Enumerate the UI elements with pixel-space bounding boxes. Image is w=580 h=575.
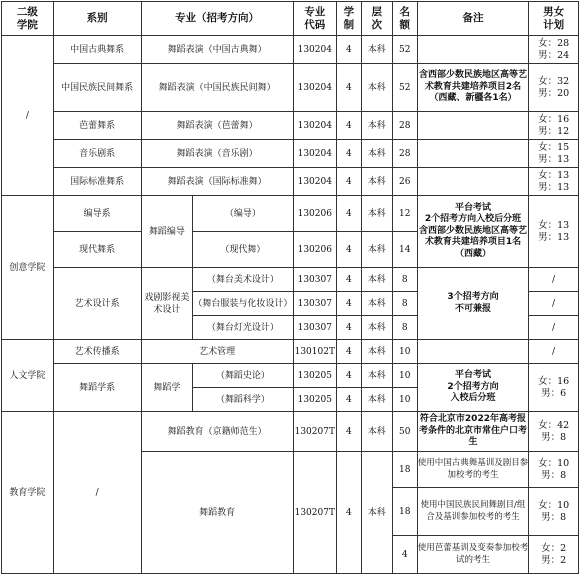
level-cell: 本科	[361, 196, 392, 232]
quota-cell: 52	[392, 36, 417, 64]
plan-female: 女：13	[538, 169, 570, 181]
plan-female: 女：32	[538, 75, 570, 87]
plan-male: 男：8	[541, 469, 567, 481]
department-cell: 芭蕾舞系	[53, 112, 141, 140]
plan-cell	[529, 488, 579, 536]
plan-male: 男：20	[538, 87, 570, 99]
level-cell: 本科	[361, 268, 392, 292]
department-cell: 舞蹈学系	[53, 364, 141, 412]
table-row	[2, 140, 579, 168]
department-cell: 编导系	[53, 196, 141, 232]
level-cell: 本科	[361, 452, 392, 574]
direction-cell: （舞蹈科学）	[193, 388, 293, 412]
quota-cell: 28	[392, 140, 417, 168]
duration-cell: 4	[336, 292, 361, 316]
duration-cell: 4	[336, 232, 361, 268]
code-cell: 130307	[293, 268, 336, 292]
code-cell: 130204	[293, 64, 336, 112]
direction-cell: （编导）	[193, 196, 293, 232]
note-cell: 平台考试 2个招考方向 入校后分班	[417, 364, 529, 412]
plan-female: 女：28	[538, 37, 570, 49]
plan-male: 男：8	[541, 511, 567, 523]
note-cell	[417, 140, 529, 168]
enrollment-plan-table	[1, 1, 579, 574]
code-cell: 130204	[293, 168, 336, 196]
direction-cell: （舞台灯光设计）	[193, 316, 293, 340]
major-cell: 舞蹈表演（芭蕾舞）	[141, 112, 293, 140]
duration-cell: 4	[336, 340, 361, 364]
plan-cell: /	[529, 340, 579, 364]
direction-cell: （舞台服装与化妆设计）	[193, 292, 293, 316]
enrollment-table-container	[1, 1, 579, 573]
quota-cell: 18	[392, 452, 417, 488]
level-cell: 本科	[361, 364, 392, 388]
plan-cell	[529, 112, 579, 140]
code-cell: 130102T	[293, 340, 336, 364]
plan-female: 女：10	[538, 457, 570, 469]
plan-male: 男：13	[538, 231, 570, 243]
table-row	[2, 196, 579, 232]
quota-cell: 26	[392, 168, 417, 196]
major-cell: 戏剧影视美术设计	[141, 268, 193, 340]
note-cell: 3个招考方向 不可兼报	[417, 268, 529, 340]
plan-cell	[529, 452, 579, 488]
duration-cell: 4	[336, 112, 361, 140]
plan-female: 女：16	[538, 113, 570, 125]
direction-cell: （现代舞）	[193, 232, 293, 268]
quota-cell: 12	[392, 196, 417, 232]
department-cell: 中国古典舞系	[53, 36, 141, 64]
code-cell: 130307	[293, 316, 336, 340]
col-header-college: 二级 学院	[2, 2, 54, 36]
col-header-duration: 学 制	[336, 2, 361, 36]
code-cell: 130206	[293, 196, 336, 232]
table-row	[2, 112, 579, 140]
plan-female: 女：2	[541, 542, 567, 554]
direction-cell: （舞台美术设计）	[193, 268, 293, 292]
department-cell: 艺术传播系	[53, 340, 141, 364]
code-cell: 130207T	[293, 412, 336, 452]
plan-male: 男：6	[541, 387, 567, 399]
duration-cell: 4	[336, 388, 361, 412]
col-header-major: 专业（招考方向）	[141, 2, 293, 36]
plan-female: 女：42	[538, 419, 570, 431]
code-cell: 130307	[293, 292, 336, 316]
level-cell: 本科	[361, 412, 392, 452]
note-platform: 平台考试 2个招考方向入校后分班	[424, 202, 522, 225]
level-cell: 本科	[361, 64, 392, 112]
level-cell: 本科	[361, 112, 392, 140]
department-cell: 国际标准舞系	[53, 168, 141, 196]
plan-cell	[529, 168, 579, 196]
level-cell: 本科	[361, 36, 392, 64]
code-cell: 130205	[293, 364, 336, 388]
duration-cell: 4	[336, 36, 361, 64]
major-cell: 舞蹈表演（中国民族民间舞）	[141, 64, 293, 112]
plan-cell	[529, 196, 579, 268]
plan-male: 男：24	[538, 49, 570, 61]
quota-cell: 8	[392, 268, 417, 292]
quota-cell: 10	[392, 388, 417, 412]
duration-cell: 4	[336, 452, 361, 574]
plan-cell	[529, 64, 579, 112]
table-row	[2, 412, 579, 452]
level-cell: 本科	[361, 232, 392, 268]
major-cell: 舞蹈编导	[141, 196, 193, 268]
col-header-level: 层 次	[361, 2, 392, 36]
plan-male: 男：8	[541, 431, 567, 443]
department-cell: 艺术设计系	[53, 268, 141, 340]
note-cell	[417, 36, 529, 64]
plan-cell: /	[529, 292, 579, 316]
table-row	[2, 364, 579, 388]
major-cell: 舞蹈表演（中国古典舞）	[141, 36, 293, 64]
code-cell: 130204	[293, 140, 336, 168]
note-western: 含西部少数民族地区高等艺术教育共建培养项目1名（西藏）	[418, 225, 527, 259]
plan-cell	[529, 140, 579, 168]
quota-cell: 50	[392, 412, 417, 452]
note-cell: 符合北京市2022年高考报考条件的北京市常住户口考生	[417, 412, 529, 452]
table-header-row	[2, 2, 579, 36]
plan-cell: /	[529, 268, 579, 292]
note-cell: 使用中国古典舞基训及剧目参加校考的考生	[417, 452, 529, 488]
col-header-code: 专业 代码	[293, 2, 336, 36]
code-cell: 130207T	[293, 452, 336, 574]
quota-cell: 8	[392, 292, 417, 316]
col-header-quota: 名 额	[392, 2, 417, 36]
plan-cell	[529, 412, 579, 452]
quota-cell: 8	[392, 316, 417, 340]
note-cell	[417, 340, 529, 364]
col-header-plan: 男女 计划	[529, 2, 579, 36]
table-row	[2, 168, 579, 196]
note-cell: 含西部少数民族地区高等艺术教育共建培养项目2名 （西藏、新疆各1名）	[417, 64, 529, 112]
level-cell: 本科	[361, 388, 392, 412]
duration-cell: 4	[336, 196, 361, 232]
major-cell: 舞蹈表演（国际标准舞）	[141, 168, 293, 196]
quota-cell: 18	[392, 488, 417, 536]
duration-cell: 4	[336, 64, 361, 112]
table-row	[2, 64, 579, 112]
level-cell: 本科	[361, 140, 392, 168]
quota-cell: 52	[392, 64, 417, 112]
duration-cell: 4	[336, 412, 361, 452]
note-cell	[417, 168, 529, 196]
plan-female: 女：13	[538, 219, 570, 231]
major-cell: 舞蹈表演（音乐剧）	[141, 140, 293, 168]
note-cell: 使用芭蕾基训及变奏参加校考试的考生	[417, 536, 529, 574]
duration-cell: 4	[336, 364, 361, 388]
table-row	[2, 268, 579, 292]
note-cell: 使用中国民族民间舞剧目/组合及基训参加校考的考生	[417, 488, 529, 536]
college-cell: 教育学院	[2, 412, 54, 574]
duration-cell: 4	[336, 268, 361, 292]
duration-cell: 4	[336, 316, 361, 340]
plan-cell	[529, 36, 579, 64]
department-cell: 中国民族民间舞系	[53, 64, 141, 112]
col-header-department: 系别	[53, 2, 141, 36]
quota-cell: 4	[392, 536, 417, 574]
major-cell: 舞蹈教育	[141, 452, 293, 574]
level-cell: 本科	[361, 340, 392, 364]
code-cell: 130206	[293, 232, 336, 268]
department-cell: 音乐剧系	[53, 140, 141, 168]
plan-cell	[529, 536, 579, 574]
department-cell: 现代舞系	[53, 232, 141, 268]
plan-female: 女：16	[538, 375, 570, 387]
plan-male: 男：2	[541, 554, 567, 566]
quota-cell: 14	[392, 232, 417, 268]
plan-male: 男：13	[538, 153, 570, 165]
table-row	[2, 36, 579, 64]
plan-female: 女：15	[538, 141, 570, 153]
quota-cell: 10	[392, 340, 417, 364]
quota-cell: 10	[392, 364, 417, 388]
plan-cell: /	[529, 316, 579, 340]
plan-male: 男：13	[538, 181, 570, 193]
level-cell: 本科	[361, 292, 392, 316]
plan-male: 男：12	[538, 125, 570, 137]
col-header-note: 备注	[417, 2, 529, 36]
code-cell: 130204	[293, 112, 336, 140]
code-cell: 130205	[293, 388, 336, 412]
college-cell: 人文学院	[2, 340, 54, 412]
department-cell: /	[53, 412, 141, 574]
table-row	[2, 340, 579, 364]
code-cell: 130204	[293, 36, 336, 64]
level-cell: 本科	[361, 168, 392, 196]
plan-cell	[529, 364, 579, 412]
major-cell: 舞蹈学	[141, 364, 193, 412]
note-cell	[417, 196, 529, 268]
duration-cell: 4	[336, 140, 361, 168]
note-cell	[417, 112, 529, 140]
direction-cell: （舞蹈史论）	[193, 364, 293, 388]
college-cell: /	[2, 36, 54, 196]
college-cell: 创意学院	[2, 196, 54, 340]
level-cell: 本科	[361, 316, 392, 340]
quota-cell: 28	[392, 112, 417, 140]
major-cell: 艺术管理	[141, 340, 293, 364]
duration-cell: 4	[336, 168, 361, 196]
plan-female: 女：10	[538, 499, 570, 511]
major-cell: 舞蹈教育（京籍师范生）	[141, 412, 293, 452]
